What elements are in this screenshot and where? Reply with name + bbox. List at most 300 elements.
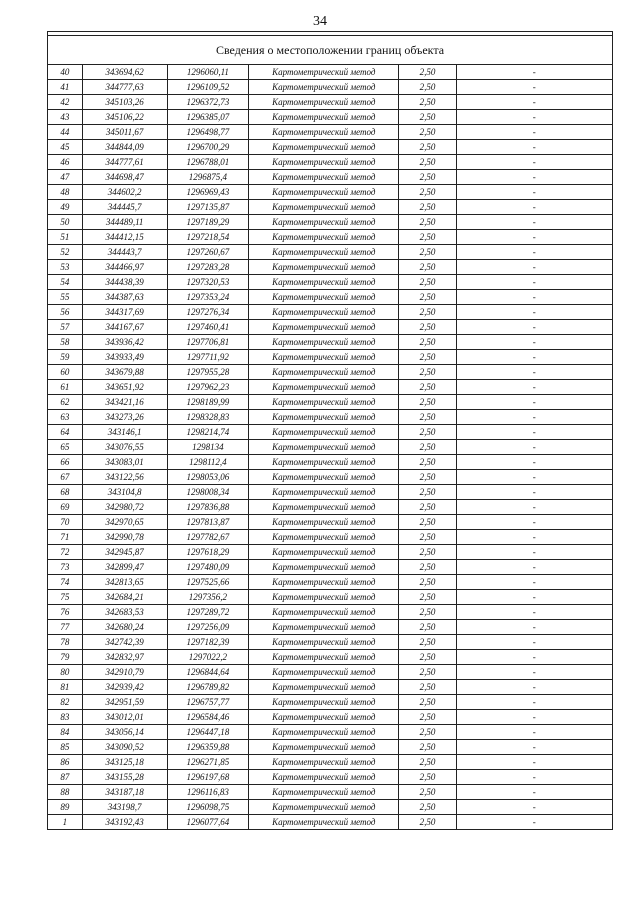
accuracy-cell: 2,50	[399, 290, 456, 305]
method-cell: Картометрический метод	[249, 320, 399, 335]
accuracy-cell: 2,50	[399, 470, 456, 485]
description-cell: -	[456, 140, 612, 155]
x-coordinate-cell: 342945,87	[82, 545, 167, 560]
description-cell: -	[456, 500, 612, 515]
description-cell: -	[456, 200, 612, 215]
point-number-cell: 82	[48, 695, 83, 710]
table-row	[48, 620, 613, 635]
point-number-cell: 1	[48, 815, 83, 830]
y-coordinate-cell: 1297618,29	[167, 545, 249, 560]
method-cell: Картометрический метод	[249, 185, 399, 200]
table-row	[48, 275, 613, 290]
x-coordinate-cell: 343083,01	[82, 455, 167, 470]
method-cell: Картометрический метод	[249, 395, 399, 410]
accuracy-cell: 2,50	[399, 335, 456, 350]
y-coordinate-cell: 1298214,74	[167, 425, 249, 440]
description-cell: -	[456, 260, 612, 275]
y-coordinate-cell: 1297256,09	[167, 620, 249, 635]
description-cell: -	[456, 665, 612, 680]
accuracy-cell: 2,50	[399, 185, 456, 200]
description-cell: -	[456, 305, 612, 320]
x-coordinate-cell: 343146,1	[82, 425, 167, 440]
accuracy-cell: 2,50	[399, 230, 456, 245]
method-cell: Картометрический метод	[249, 95, 399, 110]
accuracy-cell: 2,50	[399, 800, 456, 815]
y-coordinate-cell: 1297283,28	[167, 260, 249, 275]
description-cell: -	[456, 785, 612, 800]
point-number-cell: 51	[48, 230, 83, 245]
x-coordinate-cell: 343076,55	[82, 440, 167, 455]
table-row	[48, 545, 613, 560]
method-cell: Картометрический метод	[249, 590, 399, 605]
table-row	[48, 740, 613, 755]
description-cell: -	[456, 815, 612, 830]
description-cell: -	[456, 425, 612, 440]
method-cell: Картометрический метод	[249, 425, 399, 440]
method-cell: Картометрический метод	[249, 650, 399, 665]
method-cell: Картометрический метод	[249, 800, 399, 815]
y-coordinate-cell: 1296969,43	[167, 185, 249, 200]
table-row	[48, 125, 613, 140]
accuracy-cell: 2,50	[399, 410, 456, 425]
table-row	[48, 485, 613, 500]
point-number-cell: 61	[48, 380, 83, 395]
description-cell: -	[456, 755, 612, 770]
method-cell: Картометрический метод	[249, 485, 399, 500]
method-cell: Картометрический метод	[249, 350, 399, 365]
x-coordinate-cell: 342813,65	[82, 575, 167, 590]
table-row	[48, 665, 613, 680]
description-cell: -	[456, 110, 612, 125]
x-coordinate-cell: 342684,21	[82, 590, 167, 605]
table-row	[48, 80, 613, 95]
point-number-cell: 72	[48, 545, 83, 560]
x-coordinate-cell: 344443,7	[82, 245, 167, 260]
point-number-cell: 54	[48, 275, 83, 290]
x-coordinate-cell: 342939,42	[82, 680, 167, 695]
method-cell: Картометрический метод	[249, 155, 399, 170]
boundary-coordinates-table	[47, 31, 613, 830]
y-coordinate-cell: 1296757,77	[167, 695, 249, 710]
table-row	[48, 680, 613, 695]
y-coordinate-cell: 1297135,87	[167, 200, 249, 215]
method-cell: Картометрический метод	[249, 245, 399, 260]
y-coordinate-cell: 1297289,72	[167, 605, 249, 620]
description-cell: -	[456, 365, 612, 380]
table-row	[48, 320, 613, 335]
x-coordinate-cell: 345103,26	[82, 95, 167, 110]
method-cell: Картометрический метод	[249, 380, 399, 395]
table-row	[48, 65, 613, 80]
y-coordinate-cell: 1298134	[167, 440, 249, 455]
accuracy-cell: 2,50	[399, 200, 456, 215]
point-number-cell: 60	[48, 365, 83, 380]
accuracy-cell: 2,50	[399, 575, 456, 590]
table-row	[48, 335, 613, 350]
table-row	[48, 695, 613, 710]
y-coordinate-cell: 1297525,66	[167, 575, 249, 590]
y-coordinate-cell: 1298328,83	[167, 410, 249, 425]
x-coordinate-cell: 344698,47	[82, 170, 167, 185]
accuracy-cell: 2,50	[399, 365, 456, 380]
y-coordinate-cell: 1296584,46	[167, 710, 249, 725]
method-cell: Картометрический метод	[249, 410, 399, 425]
point-number-cell: 85	[48, 740, 83, 755]
x-coordinate-cell: 343679,88	[82, 365, 167, 380]
method-cell: Картометрический метод	[249, 170, 399, 185]
x-coordinate-cell: 342910,79	[82, 665, 167, 680]
table-row	[48, 215, 613, 230]
y-coordinate-cell: 1296700,29	[167, 140, 249, 155]
description-cell: -	[456, 515, 612, 530]
accuracy-cell: 2,50	[399, 380, 456, 395]
x-coordinate-cell: 344317,69	[82, 305, 167, 320]
method-cell: Картометрический метод	[249, 815, 399, 830]
x-coordinate-cell: 343936,42	[82, 335, 167, 350]
x-coordinate-cell: 344167,67	[82, 320, 167, 335]
point-number-cell: 78	[48, 635, 83, 650]
accuracy-cell: 2,50	[399, 545, 456, 560]
point-number-cell: 43	[48, 110, 83, 125]
accuracy-cell: 2,50	[399, 530, 456, 545]
point-number-cell: 89	[48, 800, 83, 815]
accuracy-cell: 2,50	[399, 665, 456, 680]
accuracy-cell: 2,50	[399, 710, 456, 725]
description-cell: -	[456, 620, 612, 635]
accuracy-cell: 2,50	[399, 110, 456, 125]
point-number-cell: 52	[48, 245, 83, 260]
table-row	[48, 410, 613, 425]
table-row	[48, 500, 613, 515]
description-cell: -	[456, 470, 612, 485]
accuracy-cell: 2,50	[399, 560, 456, 575]
method-cell: Картометрический метод	[249, 770, 399, 785]
point-number-cell: 65	[48, 440, 83, 455]
point-number-cell: 67	[48, 470, 83, 485]
accuracy-cell: 2,50	[399, 500, 456, 515]
x-coordinate-cell: 343192,43	[82, 815, 167, 830]
table-body	[48, 32, 613, 830]
description-cell: -	[456, 560, 612, 575]
y-coordinate-cell: 1297182,39	[167, 635, 249, 650]
description-cell: -	[456, 740, 612, 755]
point-number-cell: 76	[48, 605, 83, 620]
accuracy-cell: 2,50	[399, 740, 456, 755]
method-cell: Картометрический метод	[249, 470, 399, 485]
point-number-cell: 80	[48, 665, 83, 680]
method-cell: Картометрический метод	[249, 275, 399, 290]
description-cell: -	[456, 230, 612, 245]
method-cell: Картометрический метод	[249, 260, 399, 275]
point-number-cell: 87	[48, 770, 83, 785]
table-row	[48, 95, 613, 110]
point-number-cell: 62	[48, 395, 83, 410]
method-cell: Картометрический метод	[249, 365, 399, 380]
x-coordinate-cell: 345106,22	[82, 110, 167, 125]
method-cell: Картометрический метод	[249, 440, 399, 455]
point-number-cell: 41	[48, 80, 83, 95]
description-cell: -	[456, 65, 612, 80]
point-number-cell: 73	[48, 560, 83, 575]
page-number: 34	[313, 14, 327, 29]
table-row	[48, 395, 613, 410]
x-coordinate-cell: 342990,78	[82, 530, 167, 545]
method-cell: Картометрический метод	[249, 140, 399, 155]
table-row	[48, 455, 613, 470]
table-row	[48, 575, 613, 590]
accuracy-cell: 2,50	[399, 80, 456, 95]
y-coordinate-cell: 1296498,77	[167, 125, 249, 140]
table-row	[48, 350, 613, 365]
x-coordinate-cell: 343056,14	[82, 725, 167, 740]
y-coordinate-cell: 1297356,2	[167, 590, 249, 605]
description-cell: -	[456, 215, 612, 230]
table-row	[48, 605, 613, 620]
accuracy-cell: 2,50	[399, 65, 456, 80]
method-cell: Картометрический метод	[249, 545, 399, 560]
y-coordinate-cell: 1297260,67	[167, 245, 249, 260]
method-cell: Картометрический метод	[249, 290, 399, 305]
accuracy-cell: 2,50	[399, 215, 456, 230]
accuracy-cell: 2,50	[399, 485, 456, 500]
method-cell: Картометрический метод	[249, 230, 399, 245]
y-coordinate-cell: 1298008,34	[167, 485, 249, 500]
description-cell: -	[456, 320, 612, 335]
x-coordinate-cell: 344445,7	[82, 200, 167, 215]
method-cell: Картометрический метод	[249, 680, 399, 695]
method-cell: Картометрический метод	[249, 515, 399, 530]
y-coordinate-cell: 1297276,34	[167, 305, 249, 320]
point-number-cell: 75	[48, 590, 83, 605]
table-row	[48, 785, 613, 800]
y-coordinate-cell: 1297320,53	[167, 275, 249, 290]
y-coordinate-cell: 1296447,18	[167, 725, 249, 740]
method-cell: Картометрический метод	[249, 65, 399, 80]
accuracy-cell: 2,50	[399, 695, 456, 710]
point-number-cell: 66	[48, 455, 83, 470]
table-row	[48, 305, 613, 320]
description-cell: -	[456, 290, 612, 305]
method-cell: Картометрический метод	[249, 605, 399, 620]
x-coordinate-cell: 344489,11	[82, 215, 167, 230]
x-coordinate-cell: 342899,47	[82, 560, 167, 575]
method-cell: Картометрический метод	[249, 665, 399, 680]
accuracy-cell: 2,50	[399, 395, 456, 410]
description-cell: -	[456, 800, 612, 815]
point-number-cell: 47	[48, 170, 83, 185]
description-cell: -	[456, 485, 612, 500]
method-cell: Картометрический метод	[249, 80, 399, 95]
x-coordinate-cell: 342680,24	[82, 620, 167, 635]
x-coordinate-cell: 345011,67	[82, 125, 167, 140]
method-cell: Картометрический метод	[249, 110, 399, 125]
method-cell: Картометрический метод	[249, 710, 399, 725]
table-row	[48, 590, 613, 605]
accuracy-cell: 2,50	[399, 770, 456, 785]
method-cell: Картометрический метод	[249, 560, 399, 575]
table-row	[48, 260, 613, 275]
x-coordinate-cell: 343198,7	[82, 800, 167, 815]
x-coordinate-cell: 343012,01	[82, 710, 167, 725]
method-cell: Картометрический метод	[249, 335, 399, 350]
y-coordinate-cell: 1297189,29	[167, 215, 249, 230]
description-cell: -	[456, 650, 612, 665]
method-cell: Картометрический метод	[249, 125, 399, 140]
point-number-cell: 84	[48, 725, 83, 740]
point-number-cell: 48	[48, 185, 83, 200]
y-coordinate-cell: 1297836,88	[167, 500, 249, 515]
table-row	[48, 245, 613, 260]
accuracy-cell: 2,50	[399, 155, 456, 170]
y-coordinate-cell: 1297706,81	[167, 335, 249, 350]
y-coordinate-cell: 1298053,06	[167, 470, 249, 485]
x-coordinate-cell: 342683,53	[82, 605, 167, 620]
description-cell: -	[456, 590, 612, 605]
point-number-cell: 57	[48, 320, 83, 335]
description-cell: -	[456, 455, 612, 470]
description-cell: -	[456, 710, 612, 725]
description-cell: -	[456, 605, 612, 620]
accuracy-cell: 2,50	[399, 455, 456, 470]
y-coordinate-cell: 1296077,64	[167, 815, 249, 830]
x-coordinate-cell: 343104,8	[82, 485, 167, 500]
table-title-row	[48, 36, 613, 65]
description-cell: -	[456, 350, 612, 365]
table-row	[48, 170, 613, 185]
accuracy-cell: 2,50	[399, 620, 456, 635]
table-row	[48, 635, 613, 650]
method-cell: Картометрический метод	[249, 785, 399, 800]
y-coordinate-cell: 1297955,28	[167, 365, 249, 380]
point-number-cell: 50	[48, 215, 83, 230]
accuracy-cell: 2,50	[399, 425, 456, 440]
method-cell: Картометрический метод	[249, 575, 399, 590]
table-row	[48, 110, 613, 125]
table-row	[48, 530, 613, 545]
y-coordinate-cell: 1298189,99	[167, 395, 249, 410]
x-coordinate-cell: 344387,63	[82, 290, 167, 305]
y-coordinate-cell: 1296271,85	[167, 755, 249, 770]
x-coordinate-cell: 343933,49	[82, 350, 167, 365]
y-coordinate-cell: 1296197,68	[167, 770, 249, 785]
description-cell: -	[456, 545, 612, 560]
y-coordinate-cell: 1297813,87	[167, 515, 249, 530]
accuracy-cell: 2,50	[399, 140, 456, 155]
point-number-cell: 69	[48, 500, 83, 515]
method-cell: Картометрический метод	[249, 530, 399, 545]
x-coordinate-cell: 343187,18	[82, 785, 167, 800]
description-cell: -	[456, 695, 612, 710]
y-coordinate-cell: 1296875,4	[167, 170, 249, 185]
x-coordinate-cell: 343273,26	[82, 410, 167, 425]
method-cell: Картометрический метод	[249, 635, 399, 650]
table-row	[48, 425, 613, 440]
point-number-cell: 58	[48, 335, 83, 350]
point-number-cell: 71	[48, 530, 83, 545]
description-cell: -	[456, 530, 612, 545]
table-row	[48, 560, 613, 575]
y-coordinate-cell: 1296844,64	[167, 665, 249, 680]
method-cell: Картометрический метод	[249, 500, 399, 515]
x-coordinate-cell: 343122,56	[82, 470, 167, 485]
y-coordinate-cell: 1297460,41	[167, 320, 249, 335]
table-row	[48, 140, 613, 155]
point-number-cell: 45	[48, 140, 83, 155]
y-coordinate-cell: 1296372,73	[167, 95, 249, 110]
x-coordinate-cell: 343421,16	[82, 395, 167, 410]
x-coordinate-cell: 343125,18	[82, 755, 167, 770]
y-coordinate-cell: 1297218,54	[167, 230, 249, 245]
table-row	[48, 380, 613, 395]
description-cell: -	[456, 170, 612, 185]
accuracy-cell: 2,50	[399, 605, 456, 620]
point-number-cell: 63	[48, 410, 83, 425]
point-number-cell: 64	[48, 425, 83, 440]
table-row	[48, 470, 613, 485]
y-coordinate-cell: 1296109,52	[167, 80, 249, 95]
x-coordinate-cell: 342951,59	[82, 695, 167, 710]
point-number-cell: 70	[48, 515, 83, 530]
x-coordinate-cell: 344777,63	[82, 80, 167, 95]
x-coordinate-cell: 342832,97	[82, 650, 167, 665]
y-coordinate-cell: 1297022,2	[167, 650, 249, 665]
x-coordinate-cell: 344412,15	[82, 230, 167, 245]
table-row	[48, 800, 613, 815]
point-number-cell: 42	[48, 95, 83, 110]
description-cell: -	[456, 725, 612, 740]
x-coordinate-cell: 344466,97	[82, 260, 167, 275]
point-number-cell: 46	[48, 155, 83, 170]
accuracy-cell: 2,50	[399, 515, 456, 530]
table-row	[48, 725, 613, 740]
accuracy-cell: 2,50	[399, 590, 456, 605]
method-cell: Картометрический метод	[249, 755, 399, 770]
accuracy-cell: 2,50	[399, 245, 456, 260]
x-coordinate-cell: 342970,65	[82, 515, 167, 530]
accuracy-cell: 2,50	[399, 650, 456, 665]
description-cell: -	[456, 380, 612, 395]
description-cell: -	[456, 95, 612, 110]
x-coordinate-cell: 343155,28	[82, 770, 167, 785]
point-number-cell: 49	[48, 200, 83, 215]
x-coordinate-cell: 344844,09	[82, 140, 167, 155]
method-cell: Картометрический метод	[249, 455, 399, 470]
y-coordinate-cell: 1297962,23	[167, 380, 249, 395]
accuracy-cell: 2,50	[399, 725, 456, 740]
table-row	[48, 650, 613, 665]
y-coordinate-cell: 1296385,07	[167, 110, 249, 125]
description-cell: -	[456, 275, 612, 290]
table-title: Сведения о местоположении границ объекта	[48, 36, 613, 65]
accuracy-cell: 2,50	[399, 305, 456, 320]
point-number-cell: 88	[48, 785, 83, 800]
table-row	[48, 815, 613, 830]
table-row	[48, 365, 613, 380]
y-coordinate-cell: 1296789,82	[167, 680, 249, 695]
table-row	[48, 770, 613, 785]
x-coordinate-cell: 342980,72	[82, 500, 167, 515]
accuracy-cell: 2,50	[399, 815, 456, 830]
accuracy-cell: 2,50	[399, 680, 456, 695]
accuracy-cell: 2,50	[399, 125, 456, 140]
table-row	[48, 200, 613, 215]
method-cell: Картометрический метод	[249, 200, 399, 215]
accuracy-cell: 2,50	[399, 440, 456, 455]
x-coordinate-cell: 344438,39	[82, 275, 167, 290]
point-number-cell: 44	[48, 125, 83, 140]
description-cell: -	[456, 245, 612, 260]
description-cell: -	[456, 770, 612, 785]
